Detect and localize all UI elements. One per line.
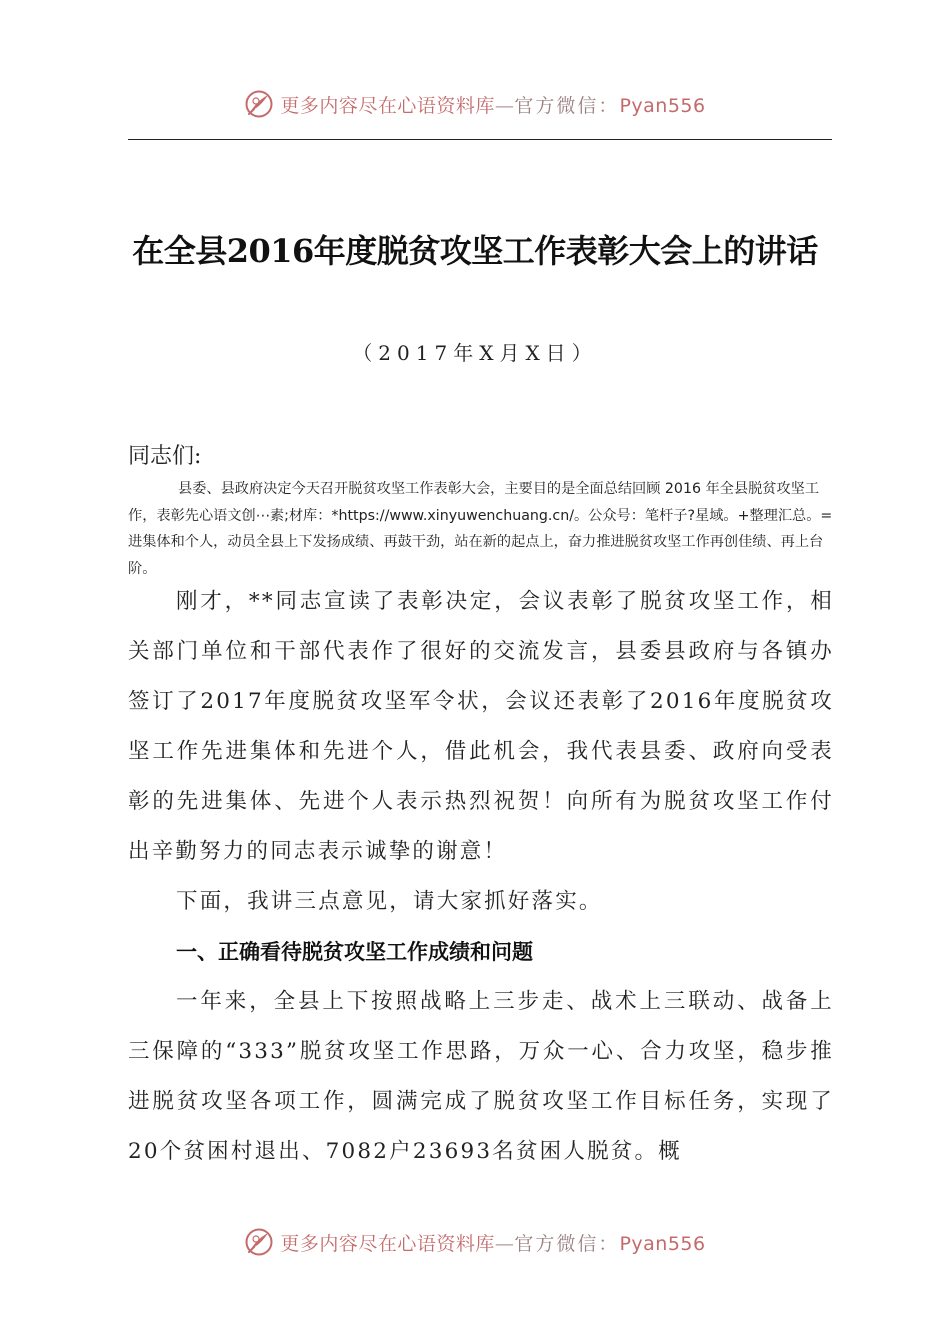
footer-text <box>280 1229 705 1256</box>
document-title: 在全县2016年度脱贫攻坚工作表彰大会上的讲话 <box>132 232 818 270</box>
header-brand-name: 更多内容尽在心语资料库 <box>280 94 495 117</box>
header-text <box>280 91 705 118</box>
footer-separator: — <box>494 1232 515 1255</box>
header-wechat-id: Pyan556 <box>619 94 706 117</box>
footer-wechat-id: Pyan556 <box>619 1232 706 1255</box>
page-footer <box>0 1222 950 1262</box>
footer-brand <box>244 1227 705 1257</box>
document-date: （2017年X月X日） <box>352 341 598 365</box>
body-paragraph-3: 一年来，全县上下按照战略上三步走、战术上三联动、战备上三保障的“333”脱贫攻坚工作思路，万众一心、合力攻坚，稳步推进脱贫攻坚各项工作，圆满完成了脱贫攻坚工作目标任务，实现了20个贫困村退出、7082户23693名贫困人脱贫。概 <box>128 989 834 1164</box>
header-separator: — <box>494 94 515 117</box>
intro-paragraph: 县委、县政府决定今天召开脱贫攻坚工作表彰大会，主要目的是全面总结回顾 2016 年全县脱贫攻坚工作，表彰先心语文创⋯素;材库：*https://www.xinyuwenchuang.cn/。公众号：笔杆子?星域。+整理汇总。=进集体和个人，动员全县上下发扬成绩、再鼓干劲，站在新的起点上，奋力推进脱贫攻坚工作再创佳绩、再上台阶。 <box>128 481 833 577</box>
header-divider <box>128 139 832 140</box>
quill-logo-icon <box>244 89 274 119</box>
quill-logo-icon <box>244 1227 274 1257</box>
section-heading-1: 一、正确看待脱贫攻坚工作成绩和问题 <box>176 940 533 964</box>
greeting: 同志们: <box>128 444 202 469</box>
body-paragraph-1: 刚才，**同志宣读了表彰决定，会议表彰了脱贫攻坚工作，相关部门单位和干部代表作了很好的交流发言，县委县政府与各镇办签订了2017年度脱贫攻坚军令状，会议还表彰了2016年度脱贫攻坚工作先进集体和先进个人，借此机会，我代表县委、政府向受表彰的先进集体、先进个人表示热烈祝贺！向所有为脱贫攻坚工作付出辛勤努力的同志表示诚挚的谢意！ <box>128 589 834 864</box>
body-paragraph-2: 下面，我讲三点意见，请大家抓好落实。 <box>176 889 603 914</box>
header-wechat-label: 官方微信： <box>514 94 620 117</box>
header-brand <box>244 89 705 119</box>
footer-brand-name: 更多内容尽在心语资料库 <box>280 1232 495 1255</box>
footer-wechat-label: 官方微信： <box>514 1232 620 1255</box>
page-header <box>0 84 950 124</box>
